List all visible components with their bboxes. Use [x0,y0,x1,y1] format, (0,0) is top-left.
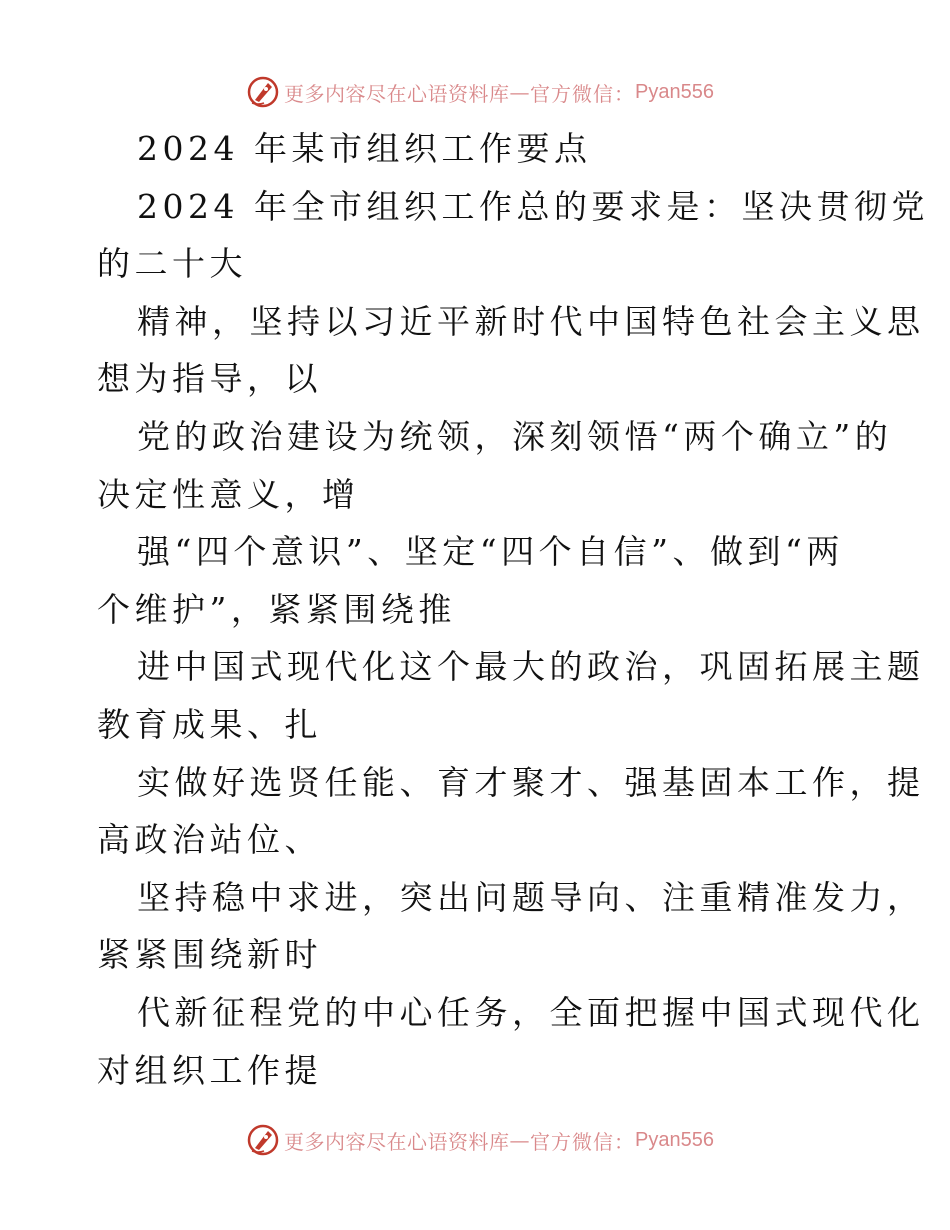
paragraph-line: 紧紧围绕新时 [97,935,322,975]
paragraph-line: 坚持稳中求进，突出问题导向、注重精准发力， [137,877,925,917]
footer-wechat-id: Pyan556 [635,1128,714,1151]
paragraph-line: 代新征程党的中心任务，全面把握中国式现代化 [137,992,925,1032]
footer-watermark-banner [0,1120,950,1160]
pen-nib-logo-icon [246,75,280,109]
header-wechat-label: 官方微信： [530,81,636,106]
paragraph-line: 党的政治建设为统领，深刻领悟“两个确立”的 [137,416,893,456]
header-watermark-content [246,75,714,109]
paragraph-line: 强“四个意识”、坚定“四个自信”、做到“两 [137,532,844,572]
paragraph-line: 想为指导，以 [97,359,322,399]
paragraph-line: 进中国式现代化这个最大的政治，巩固拓展主题 [137,647,925,687]
paragraph-line: 个维护”，紧紧围绕推 [97,589,456,629]
header-watermark-banner [0,72,950,112]
header-wechat-id: Pyan556 [635,80,714,103]
paragraph-line: 的二十大 [97,244,247,284]
footer-site-text: 更多内容尽在心语资料库 [284,1129,510,1154]
paragraph-line: 实做好选贤任能、育才聚才、强基固本工作，提 [137,762,925,802]
pen-nib-logo-icon [246,1123,280,1157]
paragraph-line: 2024 年全市组织工作总的要求是：坚决贯彻党 [137,186,929,226]
document-title: 2024 年某市组织工作要点 [137,129,592,168]
paragraph-line: 精神，坚持以习近平新时代中国特色社会主义思 [137,301,925,341]
paragraph-line: 高政治站位、 [97,820,322,860]
paragraph-line: 对组织工作提 [97,1050,322,1090]
header-site-text: 更多内容尽在心语资料库 [284,81,510,106]
footer-wechat-label: 官方微信： [530,1129,636,1154]
paragraph-line: 决定性意义，增 [97,474,360,514]
footer-separator: — [509,1128,531,1152]
document-body [97,120,929,1099]
footer-watermark-content [246,1123,714,1157]
header-separator: — [509,80,531,104]
paragraph-line: 教育成果、扎 [97,704,322,744]
